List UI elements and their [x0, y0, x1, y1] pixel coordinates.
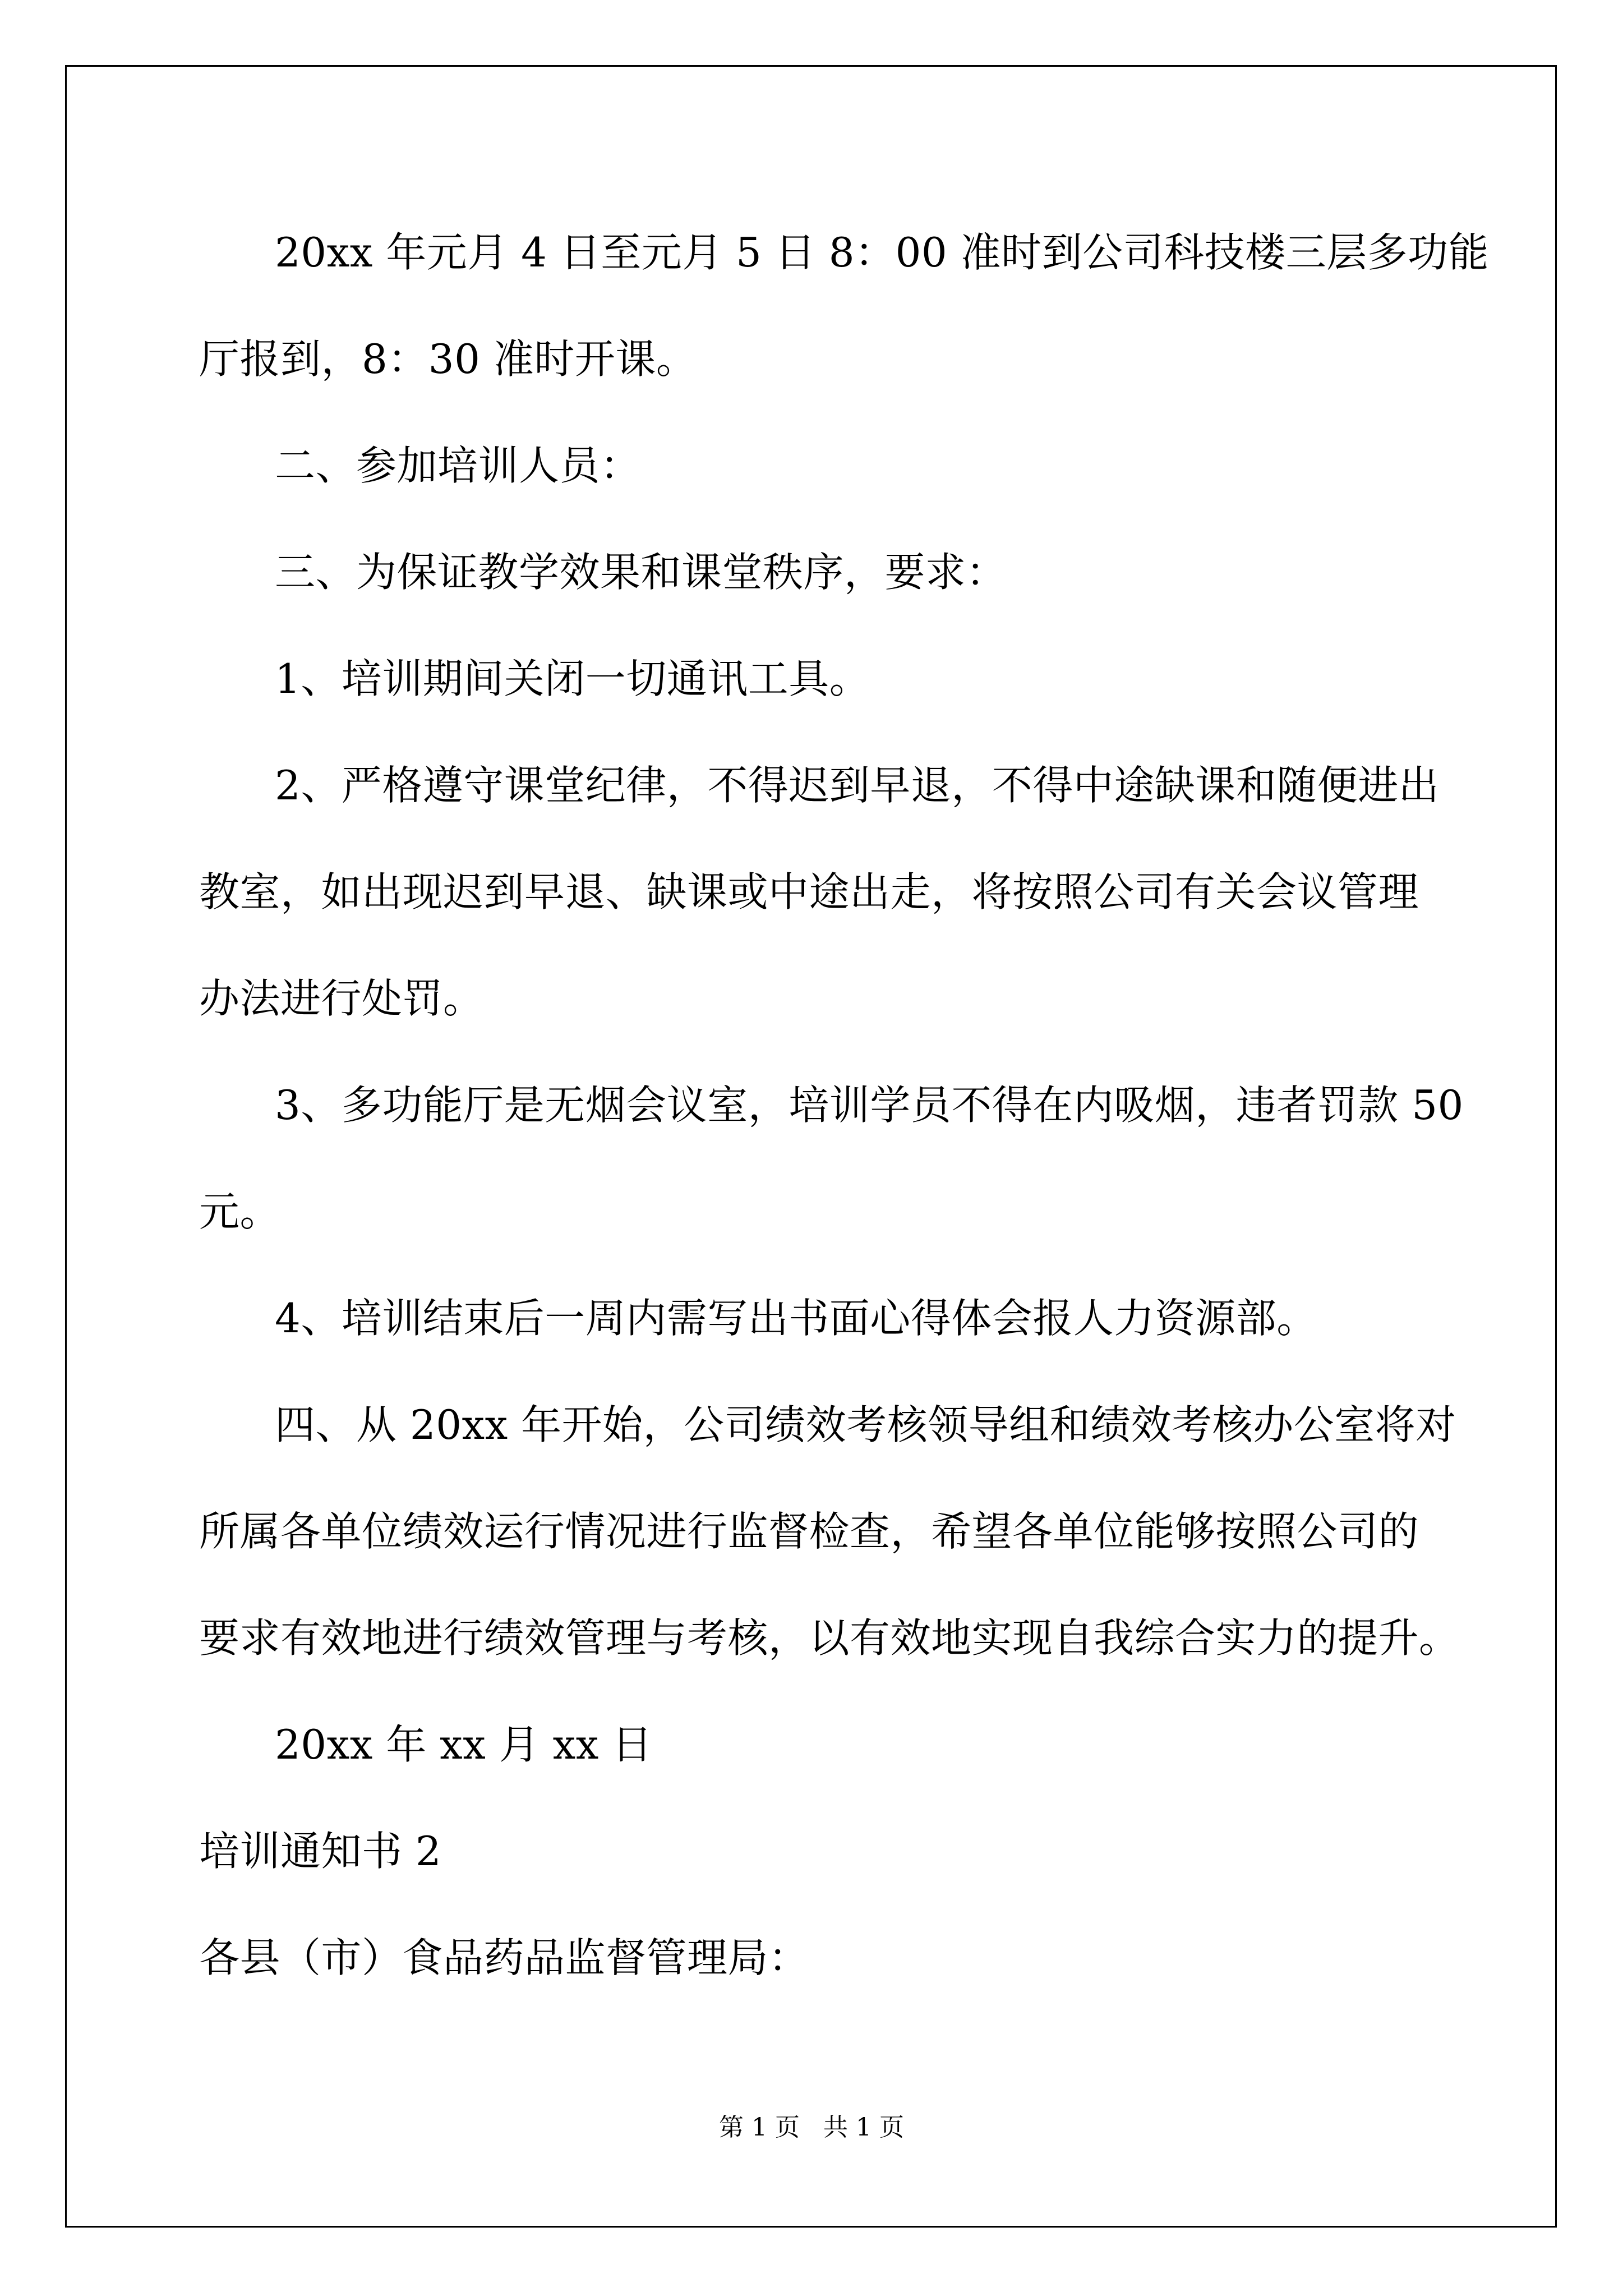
section-heading-requirements: 三、为保证教学效果和课堂秩序，要求： [275, 549, 1007, 596]
addressee-line: 各县（市）食品药品监督管理局： [199, 1934, 809, 1981]
paragraph-line: 教室，如出现迟到早退、缺课或中途出走，将按照公司有关会议管理 [199, 868, 1419, 915]
paragraph-line: 要求有效地进行绩效管理与考核，以有效地实现自我综合实力的提升。 [199, 1614, 1460, 1662]
paragraph-line: 所属各单位绩效运行情况进行监督检查，希望各单位能够按照公司的 [199, 1508, 1419, 1555]
requirement-item: 3、多功能厅是无烟会议室，培训学员不得在内吸烟，违者罚款 50 [275, 1082, 1464, 1129]
paragraph-line: 厅报到，8：30 准时开课。 [199, 335, 697, 383]
paragraph-line: 办法进行处罚。 [199, 975, 484, 1022]
page-border [65, 65, 1557, 2228]
section-heading-supervision: 四、从 20xx 年开始，公司绩效考核领导组和绩效考核办公室将对 [275, 1401, 1456, 1448]
paragraph-line: 元。 [199, 1188, 281, 1235]
requirement-item: 4、培训结束后一周内需写出书面心得体会报人力资源部。 [275, 1295, 1317, 1342]
notice-title: 培训通知书 2 [199, 1828, 442, 1875]
document-date: 20xx 年 xx 月 xx 日 [275, 1721, 653, 1768]
section-heading-participants: 二、参加培训人员： [275, 442, 641, 489]
page-number-footer: 第 1 页 共 1 页 [719, 2113, 904, 2142]
requirement-item: 1、培训期间关闭一切通讯工具。 [275, 655, 870, 702]
paragraph-line: 20xx 年元月 4 日至元月 5 日 8：00 准时到公司科技楼三层多功能 [275, 229, 1490, 276]
requirement-item: 2、严格遵守课堂纪律，不得迟到早退，不得中途缺课和随便进出 [275, 762, 1440, 809]
